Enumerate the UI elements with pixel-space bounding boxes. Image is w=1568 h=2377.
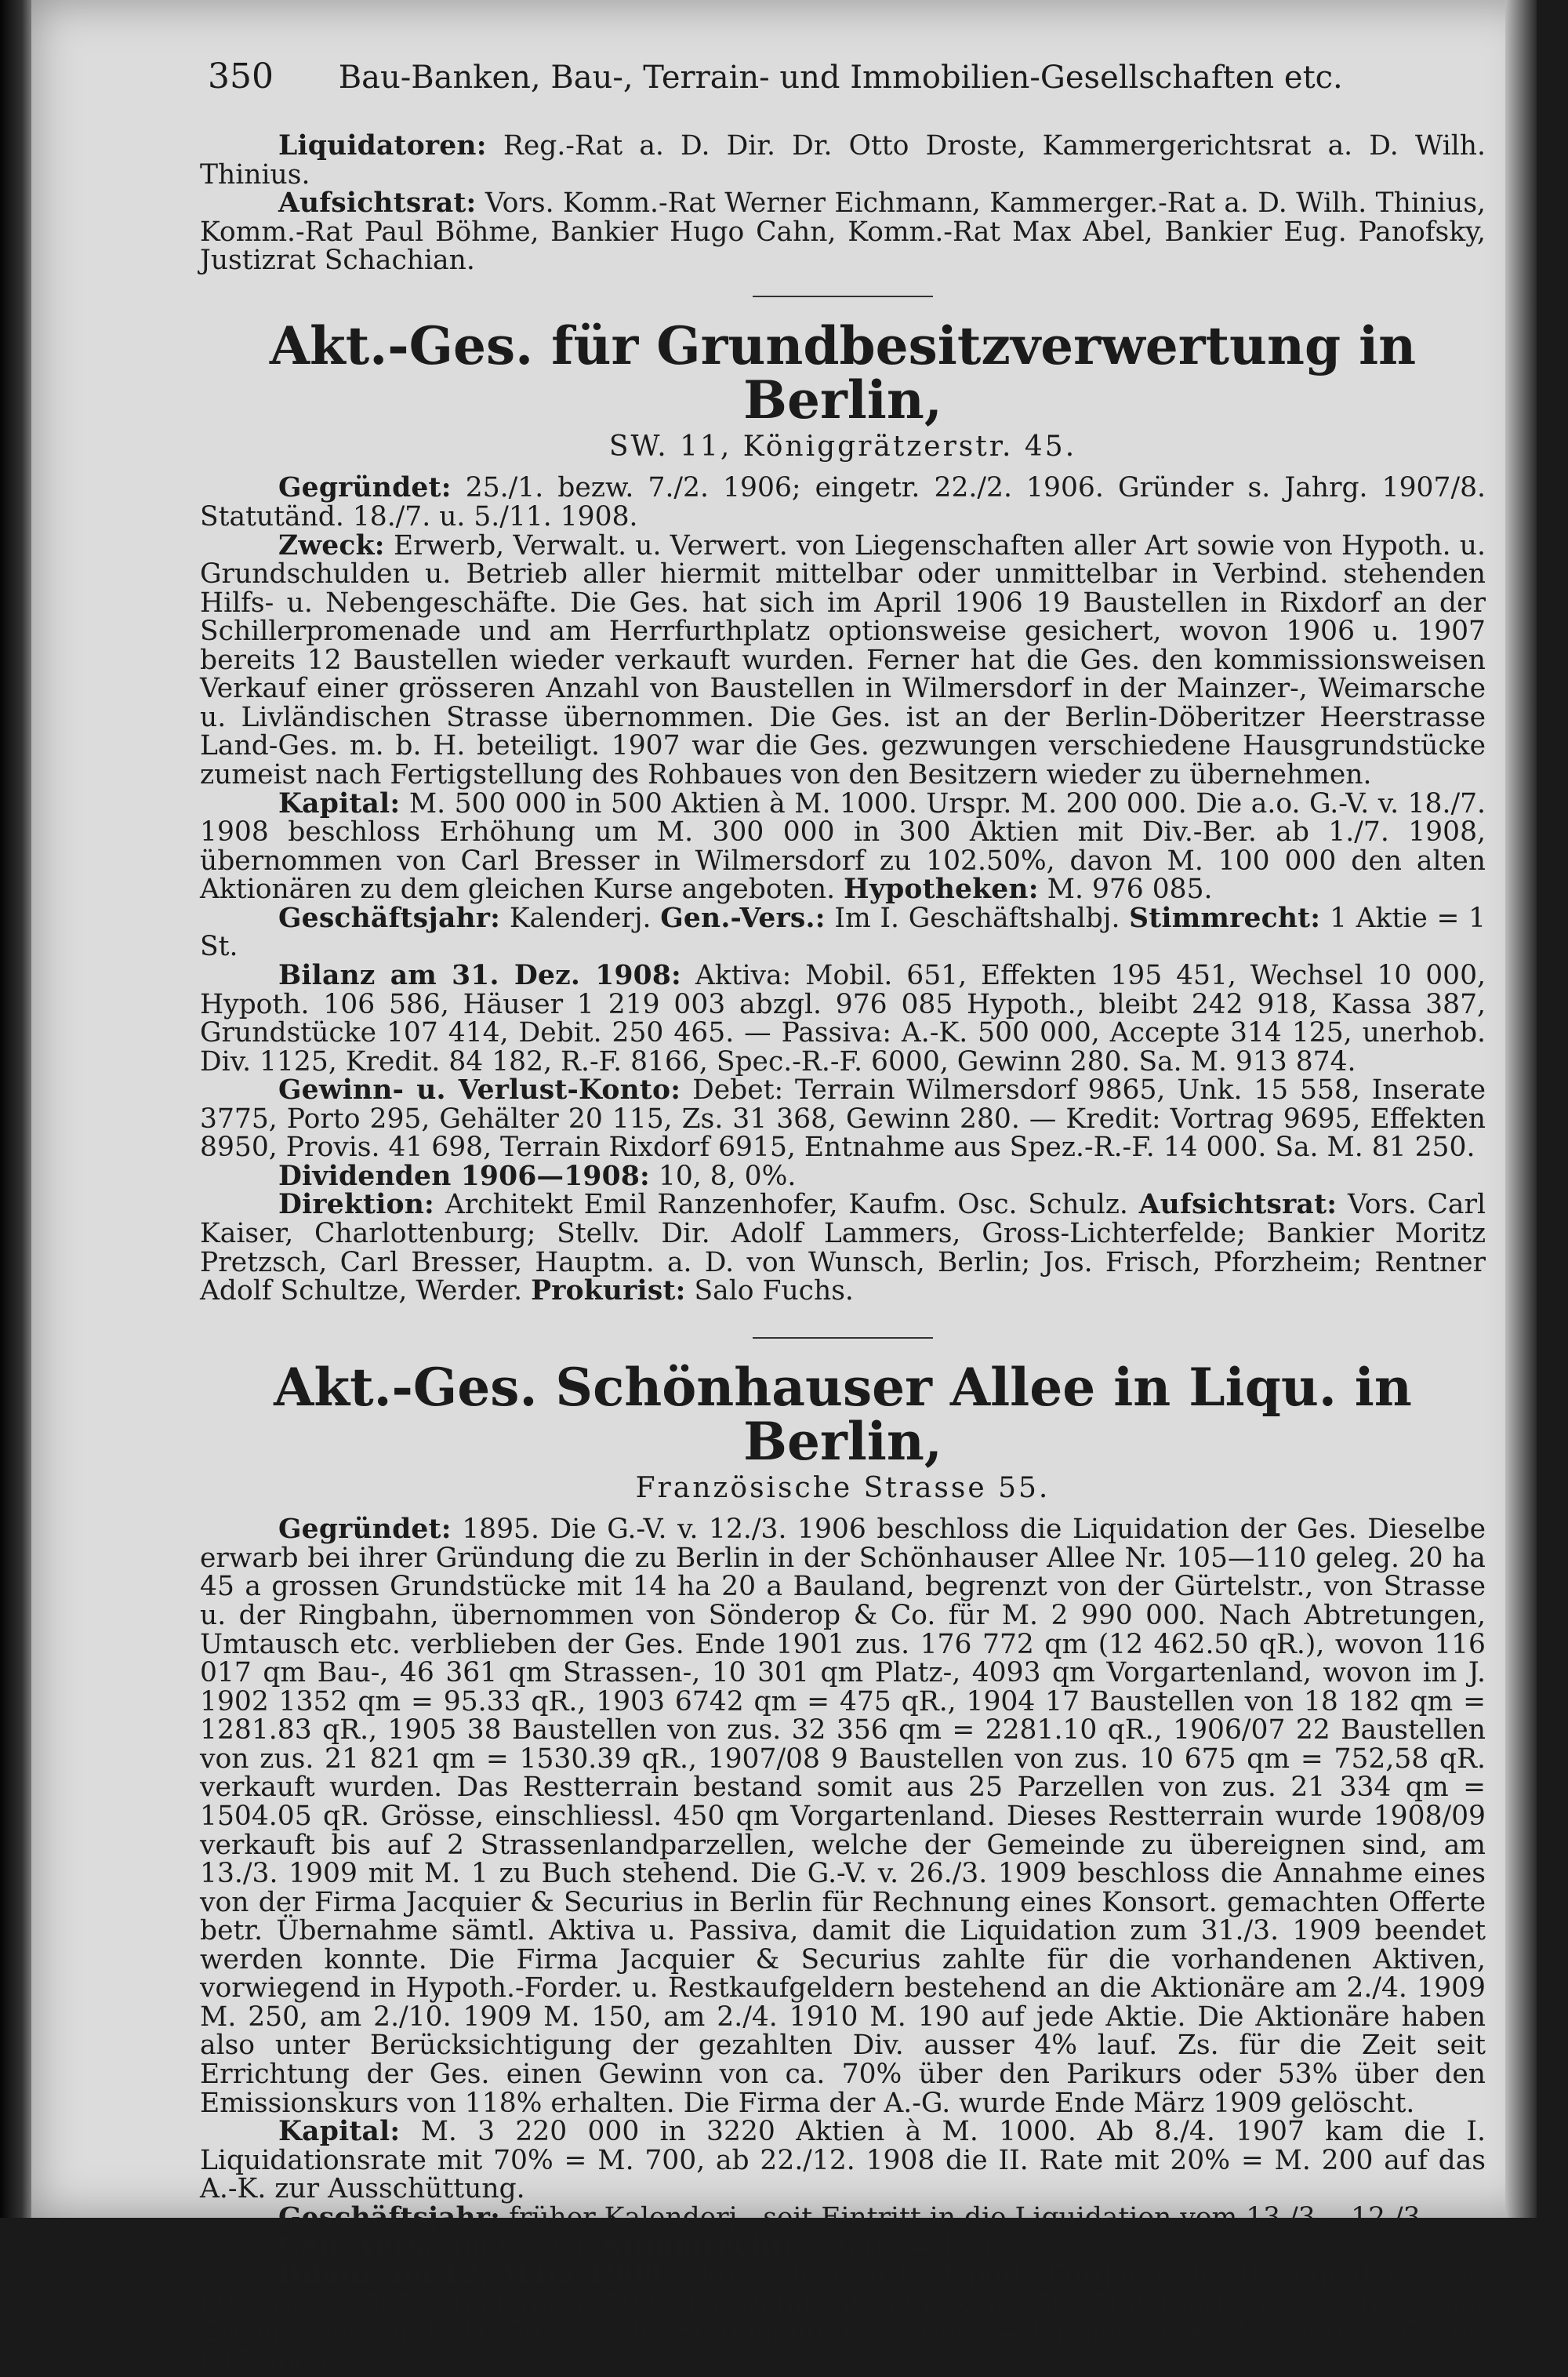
running-header — [208, 56, 1478, 96]
entry1-bilanz: Bilanz am 31. Dez. 1908: Aktiva: Mobil. 651, Effekten 195 451, Wechsel 10 000, Hypoth. 106 586, Häuser 1 219 003 abzgl. 976 085 Hypoth., bleibt 242 918, Kassa 387, Grundstücke 107 414, Debit. 250 465. — Passiva: A.-K. 500 000, Accepte 314 125, unerhob. Div. 1125, Kredit. 84 182, R.-F. 8166, Spec.-R.-F. 6000, Gewinn 280. Sa. M. 913 874. — [200, 959, 1486, 1078]
entry2-bilanz: Bilanz am 12. März 1909: Aktiva: Terrain 1, Hypoth.-Forder. u. Restkaufgelder 1 194 000, Kassa 5072, Bankguth. 709 015, Debit. 86 826, Kaut. 50, Effekten-Kaut. 37 760, Real-Erwerb-Ges. m. b. H. 59 100, do. Stammanteile 65 000. — Passiva: A.-K. 322 000, R.-F. 100 647, nicht — [200, 2259, 1486, 2377]
entry2-genvers: Gen.-Vers.: Im I. Sem. Stimmrecht: 1 Aktie = 1 St. — [278, 2230, 1004, 2263]
entry2-kapital: Kapital: M. 3 220 000 in 3220 Aktien à M. 1000. Ab 8./4. 1907 kam die I. Liquidationsrate mit 70% = M. 700, ab 22./12. 1908 die II. Rate mit 20% = M. 200 auf das A.-K. zur Ausschüttung. — [200, 2116, 1486, 2205]
entry1-title: Akt.-Ges. für Grundbesitzverwertung in Berlin, — [269, 314, 1417, 431]
entry2-address: Französische Strasse 55. — [635, 1472, 1051, 1505]
prev-entry — [200, 132, 1486, 2375]
page-edge-shadow — [1505, 0, 1537, 2218]
entry1-dividenden: Dividenden 1906—1908: 10, 8, 0%. — [278, 1160, 797, 1192]
entry2-title: Akt.-Ges. Schönhauser Allee in Liqu. in Berlin, — [274, 1356, 1412, 1473]
entry1-direktion: Direktion: Architekt Emil Ranzenhofer, Kaufm. Osc. Schulz. Aufsichtsrat: Vors. Carl Kaiser, Charlottenburg; Stellv. Dir. Adolf Lammers, Gross-Lichterfelde; Bankier Moritz Pretzsch, Carl Bresser, Hauptm. a. D. von Wunsch, Berlin; Jos. Frisch, Pforzheim; Rentner Adolf Schultze, Werder. Prokurist: Salo Fuchs. — [200, 1189, 1486, 1307]
entry1-kapital: Kapital: M. 500 000 in 500 Aktien à M. 1000. Urspr. M. 200 000. Die a.o. G.-V. v. 18./7. 1908 beschloss Erhöhung um M. 300 000 in 300 Aktien mit Div.-Ber. ab 1./7. 1908, übernommen von Carl Bresser in Wilmersdorf zu 102.50%, davon M. 100 000 den alten Aktionären zu dem gleichen Kurse angeboten. Hypotheken: M. 976 085. — [200, 787, 1486, 906]
section-divider — [753, 1337, 933, 1339]
entry1-guv: Gewinn- u. Verlust-Konto: Debet: Terrain Wilmersdorf 9865, Unk. 15 558, Inserate 3775, Porto 295, Gehälter 20 115, Zs. 31 368, Gewinn 280. — Kredit: Vortrag 9695, Effekten 8950, Provis. 41 698, Terrain Rixdorf 6915, Entnahme aus Spez.-R.-F. 14 000. Sa. M. 81 250. — [200, 1074, 1486, 1164]
entry1-gegruendet: Gegründet: 25./1. bezw. 7./2. 1906; eingetr. 22./2. 1906. Gründer s. Jahrg. 1907/8. Statutänd. 18./7. u. 5./11. 1908. — [200, 472, 1486, 532]
section-divider — [753, 296, 933, 297]
entry2-geschaeftsjahr: Geschäftsjahr: früher Kalenderj., seit Eintritt in die Liquidation vom 13./3.—12./3. — [278, 2201, 1429, 2233]
prev-aufsichtsrat: Aufsichtsrat: Vors. Komm.-Rat Werner Eichmann, Kammerger.-Rat a. D. Wilh. Thinius, Komm.-Rat Paul Böhme, Bankier Hugo Cahn, Komm.-Rat Max Abel, Bankier Eug. Panofsky, Justizrat Schachian. — [200, 187, 1486, 277]
entry1-zweck: Zweck: Erwerb, Verwalt. u. Verwert. von Liegenschaften aller Art sowie von Hypoth. u. Grundschulden u. Betrieb aller hiermit mittelbar oder unmittelbar in Verbind. stehenden Hilfs- u. Nebengeschäfte. Die Ges. hat sich im April 1906 19 Baustellen in Rixdorf an der Schillerpromenade und am Herrfurthplatz optionsweise gesichert, wovon 1906 u. 1907 bereits 12 Baustellen wieder verkauft wurden. Ferner hat die Ges. den kommissionsweisen Verkauf einer grösseren Anzahl von Baustellen in Wilmersdorf in der Mainzer-, Weimarsche u. Livländischen Strasse übernommen. Die Ges. ist an der Berlin-Döberitzer Heerstrasse Land-Ges. m. b. H. beteiligt. 1907 war die Ges. gezwungen verschiedene Hausgrundstücke zumeist nach Fertigstellung des Rohbaues von den Besitzern wieder zu übernehmen. — [200, 529, 1486, 791]
running-title: Bau-Banken, Bau-, Terrain- und Immobilien-Gesellschaften etc. — [338, 60, 1343, 96]
prev-liquidatoren: Liquidatoren: Reg.-Rat a. D. Dir. Dr. Otto Droste, Kammergerichtsrat a. D. Wilh. Thinius. — [200, 130, 1486, 191]
page-number: 350 — [208, 56, 274, 96]
book-gutter — [0, 0, 31, 2218]
entry1-geschaeftsjahr: Geschäftsjahr: Kalenderj. Gen.-Vers.: Im I. Geschäftshalbj. Stimmrecht: 1 Aktie = 1 St. — [200, 902, 1486, 963]
entry2-gegruendet: Gegründet: 1895. Die G.-V. v. 12./3. 1906 beschloss die Liquidation der Ges. Dieselbe erwarb bei ihrer Gründung die zu Berlin in der Schönhauser Allee Nr. 105—110 geleg. 20 ha 45 a grossen Grundstücke mit 14 ha 20 a Bauland, begrenzt von der Gürtelstr., von Strasse u. der Ringbahn, übernommen von Sönderop & Co. für M. 2 990 000. Nach Abtretungen, Umtausch etc. verblieben der Ges. Ende 1901 zus. 176 772 qm (12 462.50 qR.), wovon 116 017 qm Bau-, 46 361 qm Strassen-, 10 301 qm Platz-, 4093 qm Vorgartenland, wovon im J. 1902 1352 qm = 95.33 qR., 1903 6742 qm = 475 qR., 1904 17 Baustellen von 18 182 qm = 1281.83 qR., 1905 38 Baustellen von zus. 32 356 qm = 2281.10 qR., 1906/07 22 Baustellen von zus. 21 821 qm = 1530.39 qR., 1907/08 9 Baustellen von zus. 10 675 qm = 752,58 qR. verkauft wurden. Das Restterrain bestand somit aus 25 Parzellen von zus. 21 334 qm = 1504.05 qR. Grösse, einschliessl. 450 qm Vorgartenland. Dieses Restterrain wurde 1908/09 verkauft bis auf 2 Strassenlandparzellen, welche der Gemeinde zu übereignen sind, am 13./3. 1909 mit M. 1 zu Buch stehend. Die G.-V. v. 26./3. 1909 beschloss die Annahme eines von der Firma Jacquier & Securius in Berlin für Rechnung eines Konsort. gemachten Offerte betr. Übernahme sämtl. Aktiva u. Passiva, damit die Liquidation zum 31./3. 1909 beendet werden konnte. Die Firma Jacquier & Securius zahlte für die vorhandenen Aktiven, vorwiegend in Hypoth.-Forder. u. Restkaufgeldern bestehend an die Aktionäre am 2./4. 1909 M. 250, am 2./10. 1909 M. 150, am 2./4. 1910 M. 190 auf jede Aktie. Die Aktionäre haben also unter Berücksichtigung der gezahlten Div. ausser 4% lauf. Zs. für die Zeit seit Errichtung der Ges. einen Gewinn von ca. 70% über den Parikurs oder 53% über den Emissionskurs von 118% erhalten. Die Firma der A.-G. wurde Ende März 1909 gelöscht. — [200, 1514, 1486, 2119]
entry1-address: SW. 11, Königgrätzerstr. 45. — [608, 431, 1077, 463]
